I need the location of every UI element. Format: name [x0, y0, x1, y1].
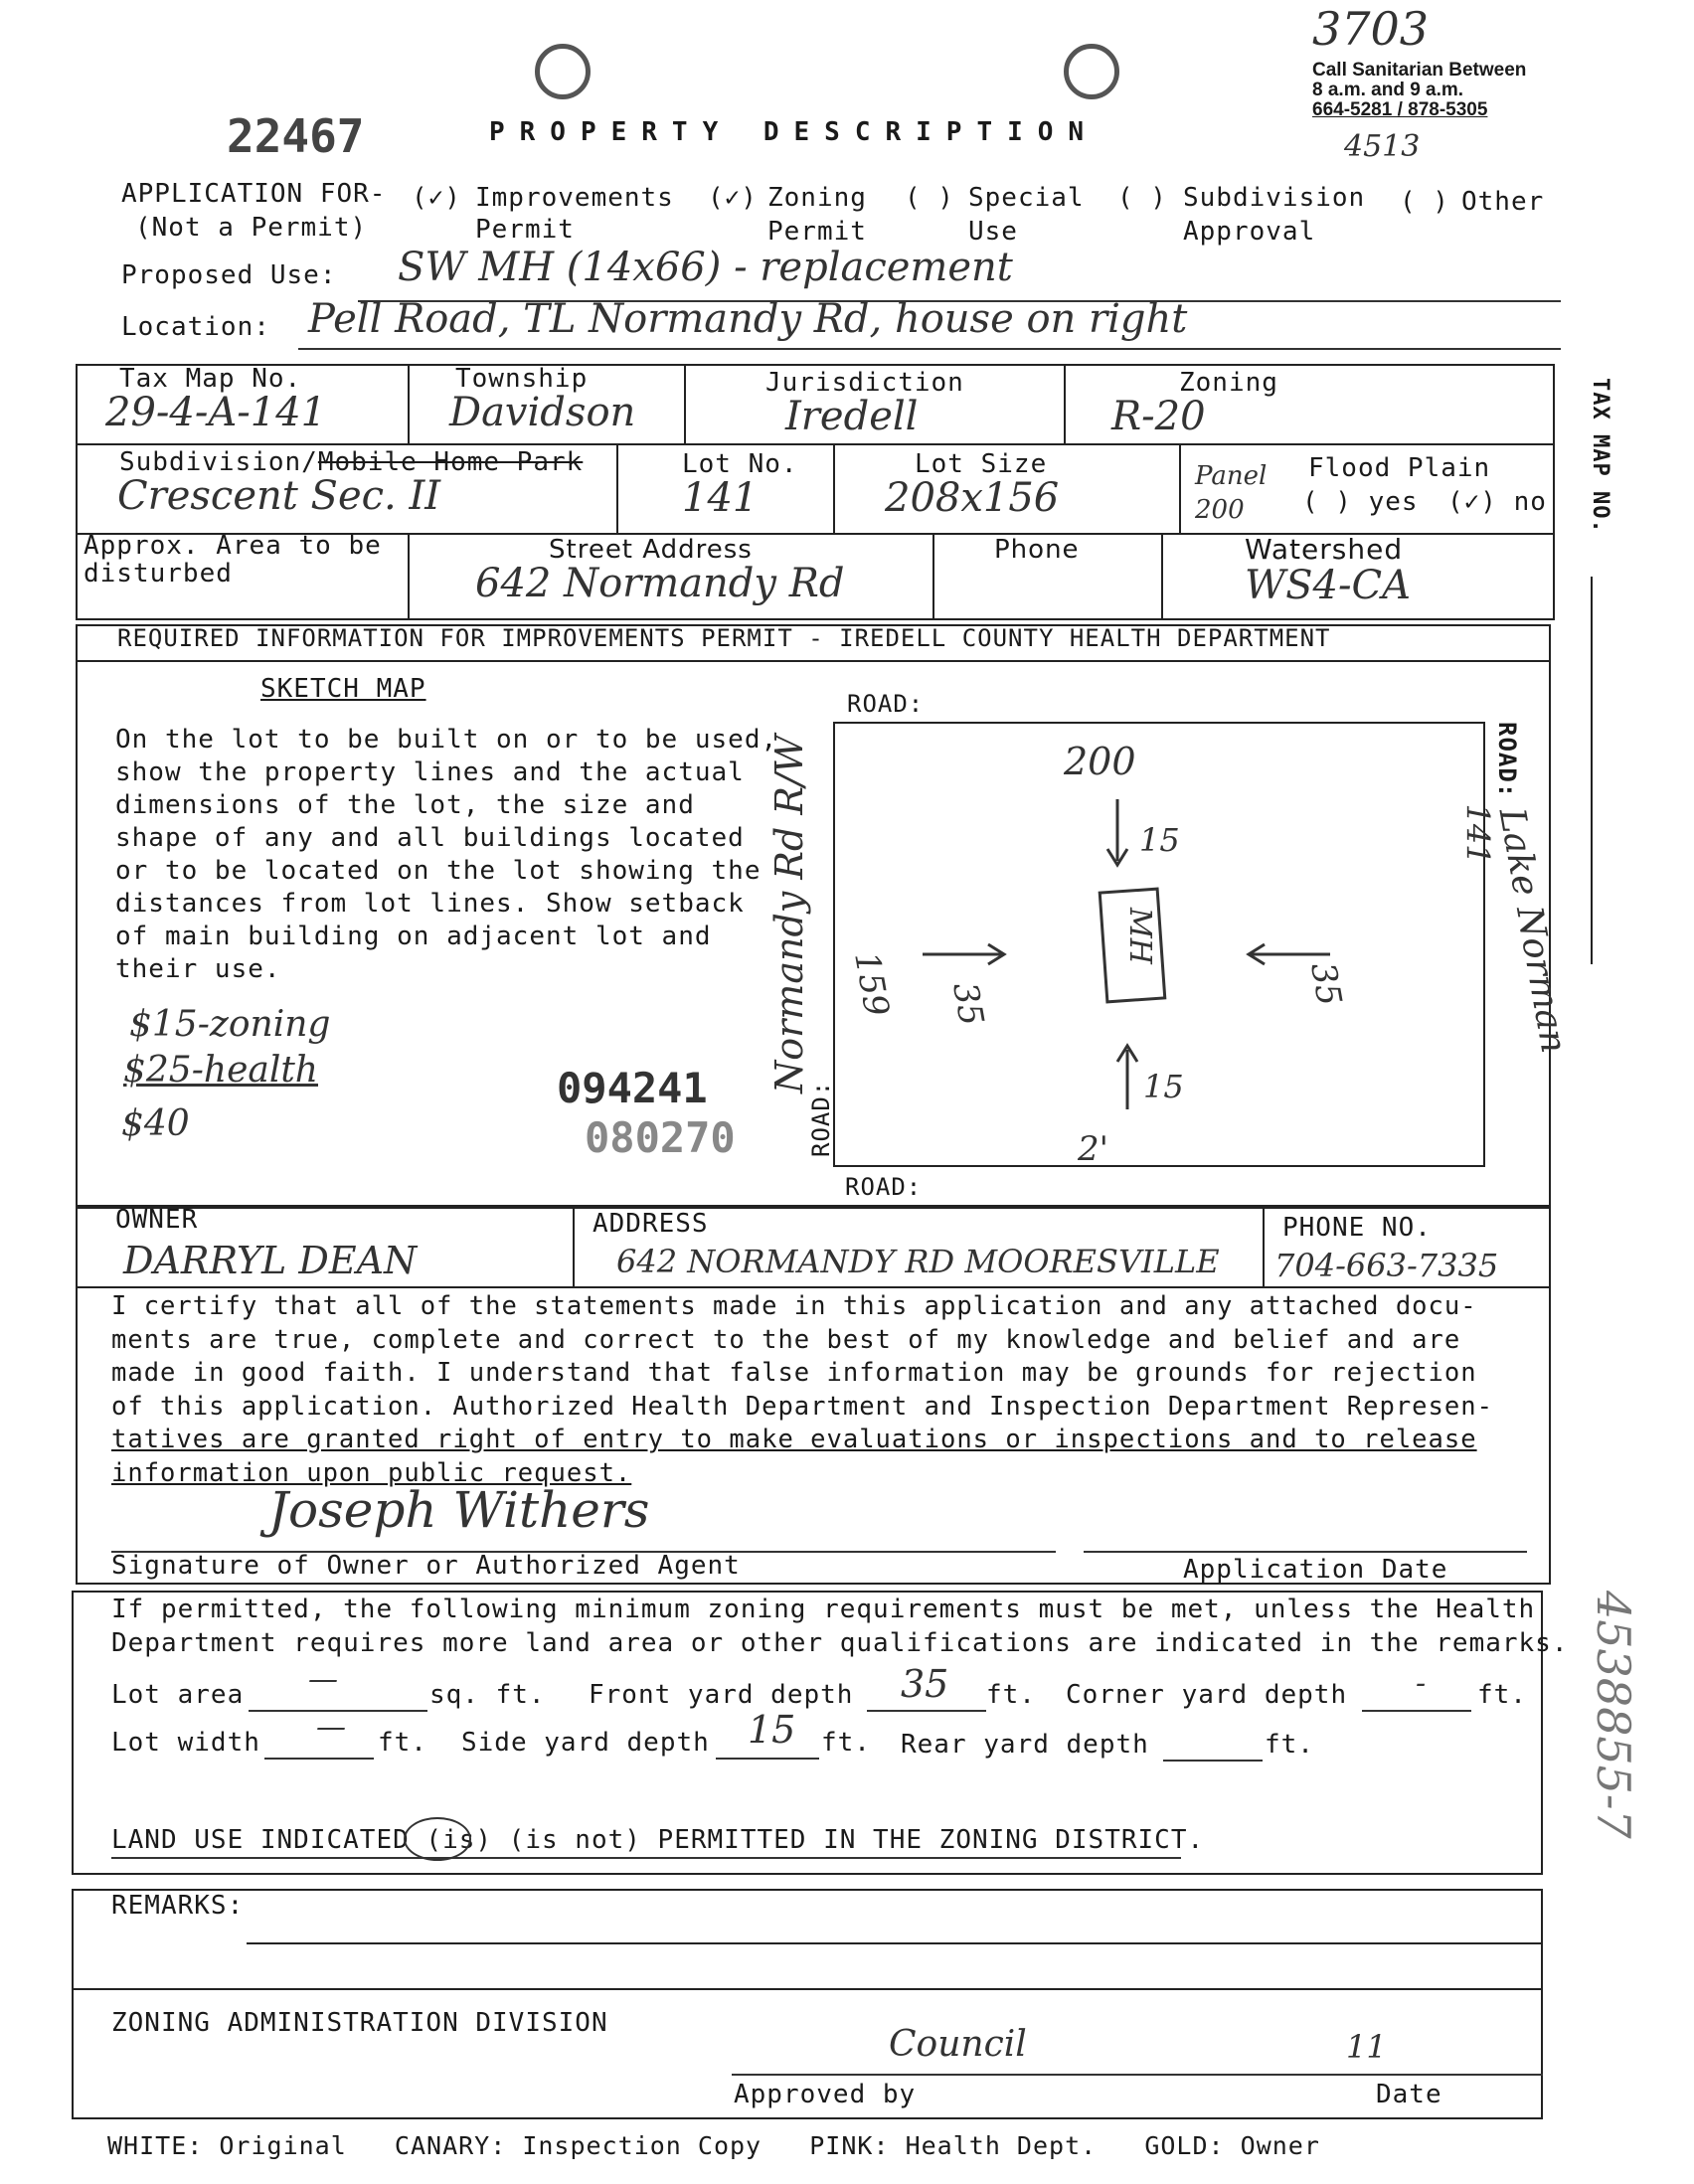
instruction-line: shape of any and all buildings located	[115, 823, 745, 853]
arrow-left	[923, 944, 1004, 964]
instruction-line: dimensions of the lot, the size and	[115, 790, 695, 820]
area-disturbed-label-2: disturbed	[84, 559, 233, 588]
instruction-line: or to be located on the lot showing the	[115, 856, 762, 886]
remarks-line-1	[247, 1942, 1543, 1944]
lot-no-value[interactable]: 141	[682, 475, 759, 521]
setback-left: 35	[944, 979, 992, 1029]
rear-yard-underline	[1163, 1760, 1263, 1762]
tax-map-no-value[interactable]: 29-4-A-141	[105, 390, 327, 435]
left-road-name: Normandy Rd R/W	[767, 735, 811, 1093]
certification-line: I certify that all of the statements made in this application and any attached docu-	[111, 1291, 1477, 1321]
right-road-name: Lake Norman	[1490, 805, 1575, 1057]
owner-row-divider	[76, 1286, 1551, 1288]
grid-v9	[1161, 533, 1163, 620]
front-yard-label: Front yard depth	[589, 1680, 854, 1710]
approved-by-label: Approved by	[734, 2080, 917, 2109]
rear-yard-unit: ft.	[1265, 1730, 1314, 1760]
instruction-line: distances from lot lines. Show setback	[115, 889, 745, 919]
land-use-statement: LAND USE INDICATED (is) (is not) PERMITTED IN THE ZONING DISTRICT.	[111, 1825, 1205, 1855]
grid-v7	[408, 533, 410, 620]
township-value[interactable]: Davidson	[449, 390, 636, 435]
zoning-intro-line2: Department requires more land area or other qualifications are indicated in the remarks.	[111, 1628, 1569, 1658]
certification-text	[111, 1290, 1493, 1490]
lot-size-label: Lot Size	[915, 449, 1048, 479]
instruction-line: of main building on adjacent lot and	[115, 922, 712, 951]
proposed-use-value[interactable]: SW MH (14x66) - replacement	[398, 245, 1013, 290]
subdivision-label-b: Mobile Home Park	[317, 447, 584, 477]
flood-plain-yes[interactable]: ( ) yes	[1302, 487, 1419, 517]
road-top-label: ROAD:	[847, 690, 925, 718]
application-date-line	[1084, 1551, 1527, 1553]
flood-plain-label: Flood Plain	[1308, 453, 1491, 483]
side-tax-map-line	[1591, 577, 1593, 964]
owner-v1	[573, 1207, 575, 1286]
grid-v1	[408, 364, 410, 443]
application-for-label: APPLICATION FOR-	[121, 179, 387, 209]
phone-no-label: PHONE NO.	[1282, 1213, 1432, 1243]
side-yard-label: Side yard depth	[461, 1728, 710, 1758]
lot-area-unit: sq. ft.	[429, 1680, 546, 1710]
signature-label: Signature of Owner or Authorized Agent	[111, 1551, 741, 1581]
option-other-mark[interactable]: ( )	[1400, 187, 1449, 217]
option-special-line2: Use	[968, 217, 1018, 247]
fee-health: $25-health	[123, 1050, 318, 1091]
remarks-line-2	[72, 1988, 1543, 1990]
setback-bottom: 15	[1143, 1068, 1184, 1105]
location-label: Location:	[121, 312, 270, 342]
sketch-bottom-dimension: 2'	[1078, 1129, 1108, 1169]
sketch-top-dimension: 200	[1064, 740, 1136, 783]
option-improvements-line2: Permit	[475, 215, 575, 245]
copy-distribution-footer: WHITE: Original CANARY: Inspection Copy PINK: Health Dept. GOLD: Owner	[107, 2131, 1320, 2160]
corner-yard-value[interactable]: -	[1416, 1666, 1427, 1701]
zoning-value[interactable]: R-20	[1111, 394, 1206, 439]
address-value[interactable]: 642 NORMANDY RD MOORESVILLE	[616, 1243, 1220, 1280]
subdivision-value[interactable]: Crescent Sec. II	[117, 473, 441, 519]
front-yard-underline	[867, 1710, 986, 1712]
corner-yard-unit: ft.	[1477, 1680, 1527, 1710]
rear-yard-label: Rear yard depth	[901, 1730, 1149, 1760]
owner-v2	[1263, 1207, 1265, 1286]
area-disturbed-label-1: Approx. Area to be	[84, 531, 382, 561]
setback-right: 35	[1302, 959, 1350, 1009]
lot-area-value[interactable]: —	[308, 1662, 338, 1697]
option-special-line1: Special	[968, 183, 1085, 213]
punch-hole-right	[1064, 44, 1119, 99]
option-improvements-mark[interactable]: (✓)	[412, 183, 461, 213]
certification-line: made in good faith. I understand that false information may be grounds for rejection	[111, 1358, 1477, 1388]
improvements-header: REQUIRED INFORMATION FOR IMPROVEMENTS PERMIT - IREDELL COUNTY HEALTH DEPARTMENT	[117, 624, 1331, 652]
road-bottom-label: ROAD:	[845, 1173, 923, 1201]
page-title: PROPERTY DESCRIPTION	[489, 117, 1100, 147]
phone-no-value[interactable]: 704-663-7335	[1274, 1247, 1499, 1284]
stamp-number-2: 080270	[585, 1113, 736, 1162]
punch-hole-left	[535, 44, 591, 99]
front-yard-unit: ft.	[986, 1680, 1036, 1710]
option-zoning-mark[interactable]: (✓)	[708, 183, 758, 213]
approval-line	[732, 2074, 1543, 2076]
zoning-label: Zoning	[1179, 368, 1278, 398]
certification-line: of this application. Authorized Health Department and Inspection Department Represen-	[111, 1391, 1493, 1422]
township-label: Township	[455, 364, 589, 394]
setback-top: 15	[1139, 821, 1180, 859]
building-label: MH	[1121, 908, 1157, 964]
certification-line: ments are true, complete and correct to the best of my knowledge and belief and are	[111, 1324, 1461, 1355]
location-underline	[298, 348, 1561, 350]
approval-date-label: Date	[1376, 2080, 1442, 2109]
approved-by-value[interactable]: Council	[889, 2024, 1027, 2065]
grid-v6	[1179, 443, 1181, 533]
side-tax-map-label: TAX MAP NO.	[1588, 378, 1612, 534]
lot-no-label: Lot No.	[682, 449, 798, 479]
sketch-right-dimension: 141	[1458, 803, 1497, 865]
approval-date-value[interactable]: 11	[1346, 2028, 1387, 2066]
right-margin-handwriting: 4538855-7	[1587, 1591, 1640, 1839]
stamp-number-1: 094241	[557, 1064, 708, 1112]
form-number: 22467	[227, 109, 365, 163]
signature-value[interactable]: Joseph Withers	[268, 1481, 650, 1539]
corner-yard-underline	[1362, 1710, 1471, 1712]
zoning-admin-label: ZONING ADMINISTRATION DIVISION	[111, 2008, 608, 2038]
jurisdiction-label: Jurisdiction	[765, 368, 964, 398]
land-use-underline	[111, 1857, 1181, 1859]
remarks-label: REMARKS:	[111, 1891, 245, 1921]
fee-zoning: $15-zoning	[129, 1004, 331, 1045]
call-sanitarian-line1: Call Sanitarian Between	[1312, 60, 1527, 81]
handwritten-number-below: 4513	[1344, 129, 1421, 164]
option-improvements-line1: Improvements	[475, 183, 674, 213]
application-date-label: Application Date	[1183, 1555, 1448, 1585]
sketch-instructions	[115, 724, 777, 986]
arrow-top	[1107, 799, 1127, 865]
jurisdiction-value[interactable]: Iredell	[785, 394, 919, 439]
grid-v2	[684, 364, 686, 443]
side-yard-unit: ft.	[821, 1728, 871, 1758]
lot-area-label: Lot area	[111, 1680, 245, 1710]
not-a-permit-label: (Not a Permit)	[135, 213, 368, 243]
owner-value[interactable]: DARRYL DEAN	[123, 1239, 418, 1282]
address-label: ADDRESS	[593, 1209, 709, 1239]
grid-v3	[1064, 364, 1066, 443]
is-circle-mark	[404, 1817, 471, 1861]
handwritten-number-top: 3703	[1312, 2, 1430, 56]
instruction-line: show the property lines and the actual	[115, 757, 745, 787]
lot-width-unit: ft.	[378, 1728, 427, 1758]
certification-line: tatives are granted right of entry to make evaluations or inspections and to release	[111, 1425, 1477, 1454]
watershed-label: Watershed	[1245, 533, 1404, 566]
road-right-label: ROAD:	[1493, 722, 1521, 799]
street-address-value[interactable]: 642 Normandy Rd	[475, 561, 845, 606]
option-special-mark[interactable]: ( )	[905, 183, 954, 213]
lot-width-value[interactable]: —	[316, 1710, 346, 1745]
option-subdivision-mark[interactable]: ( )	[1117, 183, 1167, 213]
lot-width-label: Lot width	[111, 1728, 260, 1758]
option-other-line1: Other	[1461, 187, 1545, 217]
improvements-header-divider	[76, 660, 1551, 662]
owner-label: OWNER	[115, 1205, 199, 1235]
grid-v4	[616, 443, 618, 533]
grid-v5	[833, 443, 835, 533]
lot-width-underline	[264, 1758, 374, 1760]
call-sanitarian-line2: 8 a.m. and 9 a.m.	[1312, 80, 1464, 100]
watershed-value[interactable]: WS4-CA	[1245, 563, 1411, 608]
tax-map-no-label: Tax Map No.	[119, 364, 302, 394]
grid-row-divider-1	[76, 443, 1555, 445]
proposed-use-label: Proposed Use:	[121, 260, 337, 290]
phone-label: Phone	[994, 535, 1080, 565]
call-sanitarian-phone: 664-5281 / 878-5305	[1312, 99, 1488, 120]
subdivision-label-a: Subdivision/	[119, 447, 318, 477]
corner-yard-label: Corner yard depth	[1066, 1680, 1348, 1710]
option-zoning-line1: Zoning	[767, 183, 867, 213]
arrow-bottom	[1117, 1046, 1137, 1109]
certification-line: information upon public request.	[111, 1457, 632, 1488]
sketch-map-title: SKETCH MAP	[260, 674, 426, 704]
instruction-line: their use.	[115, 954, 281, 984]
sketch-left-dimension: 159	[846, 948, 897, 1020]
option-zoning-line2: Permit	[767, 217, 867, 247]
road-left-label: ROAD:	[807, 1080, 835, 1157]
option-subdivision-line1: Subdivision	[1183, 183, 1366, 213]
arrow-right	[1249, 944, 1330, 964]
location-value[interactable]: Pell Road, TL Normandy Rd, house on right	[308, 296, 1188, 342]
lot-size-value[interactable]: 208x156	[885, 475, 1060, 521]
side-yard-underline	[716, 1758, 819, 1760]
flood-plain-panel-note: Panel 200	[1195, 461, 1268, 525]
grid-v8	[932, 533, 934, 620]
zoning-intro-line1: If permitted, the following minimum zoning requirements must be met, unless the Health	[111, 1595, 1536, 1624]
front-yard-value[interactable]: 35	[901, 1662, 949, 1706]
street-address-label: Street Address	[549, 535, 753, 565]
fee-total: $40	[121, 1103, 190, 1144]
option-subdivision-line2: Approval	[1183, 217, 1316, 247]
instruction-line: On the lot to be built on or to be used,	[115, 725, 778, 755]
side-yard-value[interactable]: 15	[748, 1708, 796, 1752]
flood-plain-no[interactable]: (✓) no	[1447, 487, 1547, 517]
